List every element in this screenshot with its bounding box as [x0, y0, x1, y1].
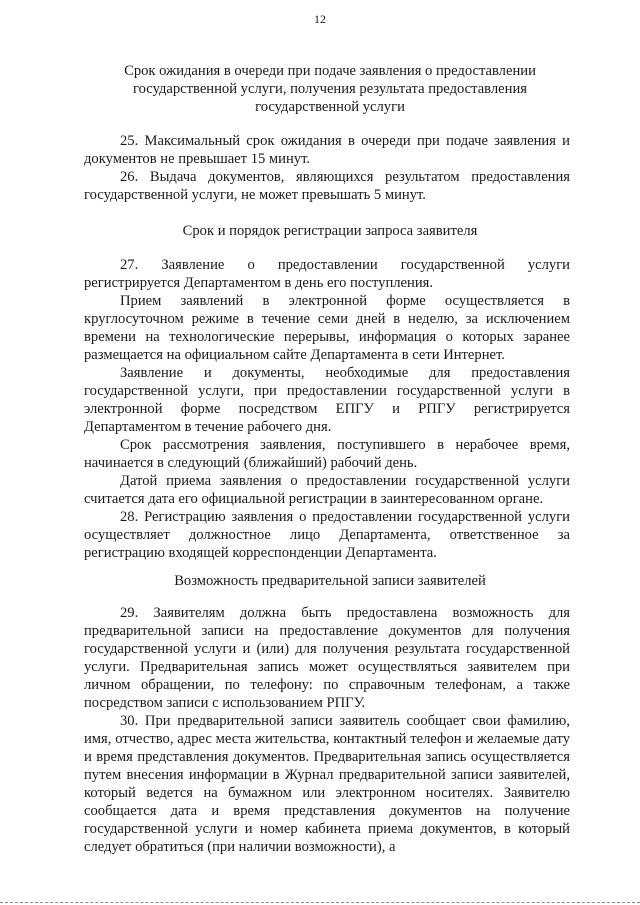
section-heading: Срок и порядок регистрации запроса заявителя [182, 223, 478, 239]
section-heading: Срок ожидания в очереди при подаче заявления о предоставлении государственной услуги, получения результата предоставления государственной услуги [124, 63, 536, 115]
paragraph: Прием заявлений в электронной форме осуществляется в круглосуточном режиме в течение семи дней в неделю, за исключением времени на технологические перерывы, информация о которых заранее размещается на официальном сайте Департамента в сети Интернет. [84, 293, 570, 363]
paragraph: 28. Регистрацию заявления о предоставлении государственной услуги осуществляет должностное лицо Департамента, ответственное за регистрацию входящей корреспонденции Департамента. [84, 509, 570, 561]
paragraph: Заявление и документы, необходимые для предоставления государственной услуги, при предоставлении государственной услуги в электронной форме посредством ЕПГУ и РПГУ регистрируется Департаментом в течение рабочего дня. [84, 365, 570, 435]
scan-edge [0, 901, 640, 903]
paragraph: 29. Заявителям должна быть предоставлена возможность для предварительной записи на предоставление документов для получения государственной услуги и (или) для получения результата государственной услуги. Предварительная запись может осуществляться заявителем при личном обращении, по телефону: по справочным телефонам, а также посредством записи с использованием РПГУ. [84, 605, 570, 711]
paragraph: 30. При предварительной записи заявитель сообщает свои фамилию, имя, отчество, адрес места жительства, контактный телефон и желаемые дату и время представления документов. Предварительная запись осуществляется путем внесения информации в Журнал предварительной записи заявителей, который ведется на бумажном или электронном носителях. Заявителю сообщается дата и время представления документов на получение государственной услуги и номер кабинета приема документов, в который следует обратиться (при наличии возможности), а [84, 713, 570, 855]
paragraph: 25. Максимальный срок ожидания в очереди при подаче заявления и документов не превышает 15 минут. [84, 133, 570, 167]
paragraph: Датой приема заявления о предоставлении государственной услуги считается дата его официальной регистрации в заинтересованном органе. [84, 473, 570, 507]
section-heading: Возможность предварительной записи заявителей [174, 573, 486, 589]
paragraph: Срок рассмотрения заявления, поступившего в нерабочее время, начинается в следующий (ближайший) рабочий день. [84, 437, 570, 471]
paragraph: 27. Заявление о предоставлении государственной услуги регистрируется Департаментом в день его поступления. [84, 257, 570, 291]
page-number: 12 [314, 12, 326, 26]
paragraph: 26. Выдача документов, являющихся результатом предоставления государственной услуги, не может превышать 5 минут. [84, 169, 570, 203]
